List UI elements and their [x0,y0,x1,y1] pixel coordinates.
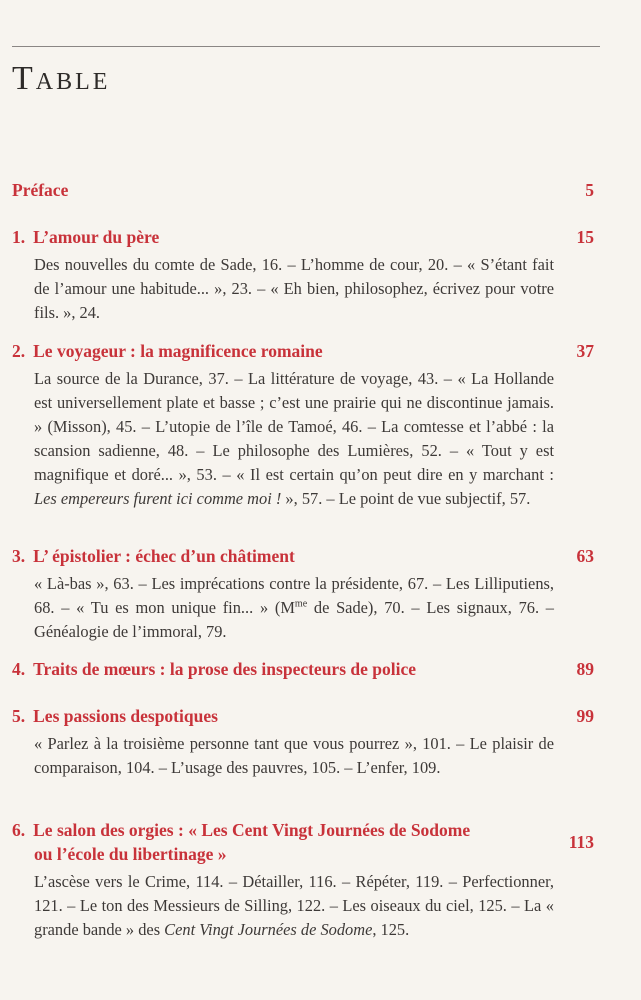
entry-number: 3. [12,546,26,566]
toc-entry-6[interactable] [12,818,594,942]
entry-summary: Des nouvelles du comte de Sade, 16. – L’homme de cour, 20. – « S’étant fait de l’amour une habitude... », 23. – « Eh bien, philosophez, écrivez pour votre fils. », 24. [34,255,554,322]
entry-title: Préface [12,180,69,200]
entry-page: 63 [576,546,594,566]
toc-entry-2[interactable] [12,339,594,511]
entry-title: L’amour du père [33,227,160,247]
entry-title: Le voyageur : la magnificence romaine [33,341,323,361]
page-title: Table [12,60,111,97]
summary-text: de Sade), 70. – Les signaux, 76. – Généalogie de l’immoral, 79. [34,598,554,641]
entry-title: Les passions despotiques [33,706,218,726]
entry-number: 4. [12,659,26,679]
entry-number: 1. [12,227,26,247]
top-rule [12,46,600,47]
entry-number: 2. [12,341,26,361]
entry-number: 5. [12,706,26,726]
entry-heading[interactable] [12,178,594,202]
summary-quote: Cent Vingt Journées de Sodome [164,920,373,939]
entry-heading[interactable] [12,544,594,568]
entry-title: L’ épistolier : échec d’un châtiment [33,546,295,566]
entry-title: Le salon des orgies : « Les Cent Vingt Journées de Sodome [33,820,471,840]
summary-text: », 57. – Le point de vue subjectif, 57. [281,489,531,508]
entry-summary [34,870,554,942]
entry-page: 15 [576,227,594,247]
entry-title: Traits de mœurs : la prose des inspecteurs de police [33,659,416,679]
entry-page: 37 [576,341,594,361]
entry-page: 99 [576,706,594,726]
summary-quote: Les empereurs furent ici comme moi ! [34,489,282,508]
summary-text: , 125. [372,920,410,939]
entry-heading[interactable] [12,225,594,249]
entry-summary [34,572,554,644]
entry-heading[interactable] [12,704,594,728]
toc-entry-preface[interactable] [12,178,594,202]
entry-title-continued: ou l’école du libertinage » [34,844,227,864]
entry-heading[interactable] [12,339,594,363]
toc-entry-3[interactable] [12,544,594,644]
entry-number: 6. [12,820,26,840]
summary-text: La source de la Durance, 37. – La littérature de voyage, 43. – « La Hollande est universellement plate et basse ; c’est une prairie qui ne discontinue jamais. » (Misson), 45. – L’utopie de l’île de Tamoé, 46. – La comtesse et l’abbé : la scansion sadienne, 48. – Le philosophe des Lumières, 52. – « Tout y est magnifique et doré... », 53. – « Il est certain qu’on peut dire en y marchant : [34,369,554,484]
superscript: me [294,598,308,610]
entry-summary: « Parlez à la troisième personne tant que vous pourrez », 101. – Le plaisir de comparaison, 104. – L’usage des pauvres, 105. – L’enfer, 109. [34,734,554,777]
toc-entry-5[interactable] [12,704,594,780]
summary-text: « Là-bas », 63. – Les imprécations contre la présidente, 67. – Les Lilliputiens, 68. – « Tu es mon unique fin... » (M [34,574,554,617]
entry-summary [34,367,554,511]
summary-text: L’ascèse vers le Crime, 114. – Détailler, 116. – Répéter, 119. – Perfectionner, 121. – Le ton des Messieurs de Silling, 122. – Les oiseaux du ciel, 125. – La « grande bande » des [34,872,554,939]
toc-entry-4[interactable] [12,657,594,681]
entry-page: 113 [568,832,594,852]
toc-entry-1[interactable] [12,225,594,325]
entry-heading[interactable] [12,657,594,681]
entry-heading[interactable] [12,818,594,866]
entry-page: 89 [576,659,594,679]
entry-page: 5 [585,180,594,200]
